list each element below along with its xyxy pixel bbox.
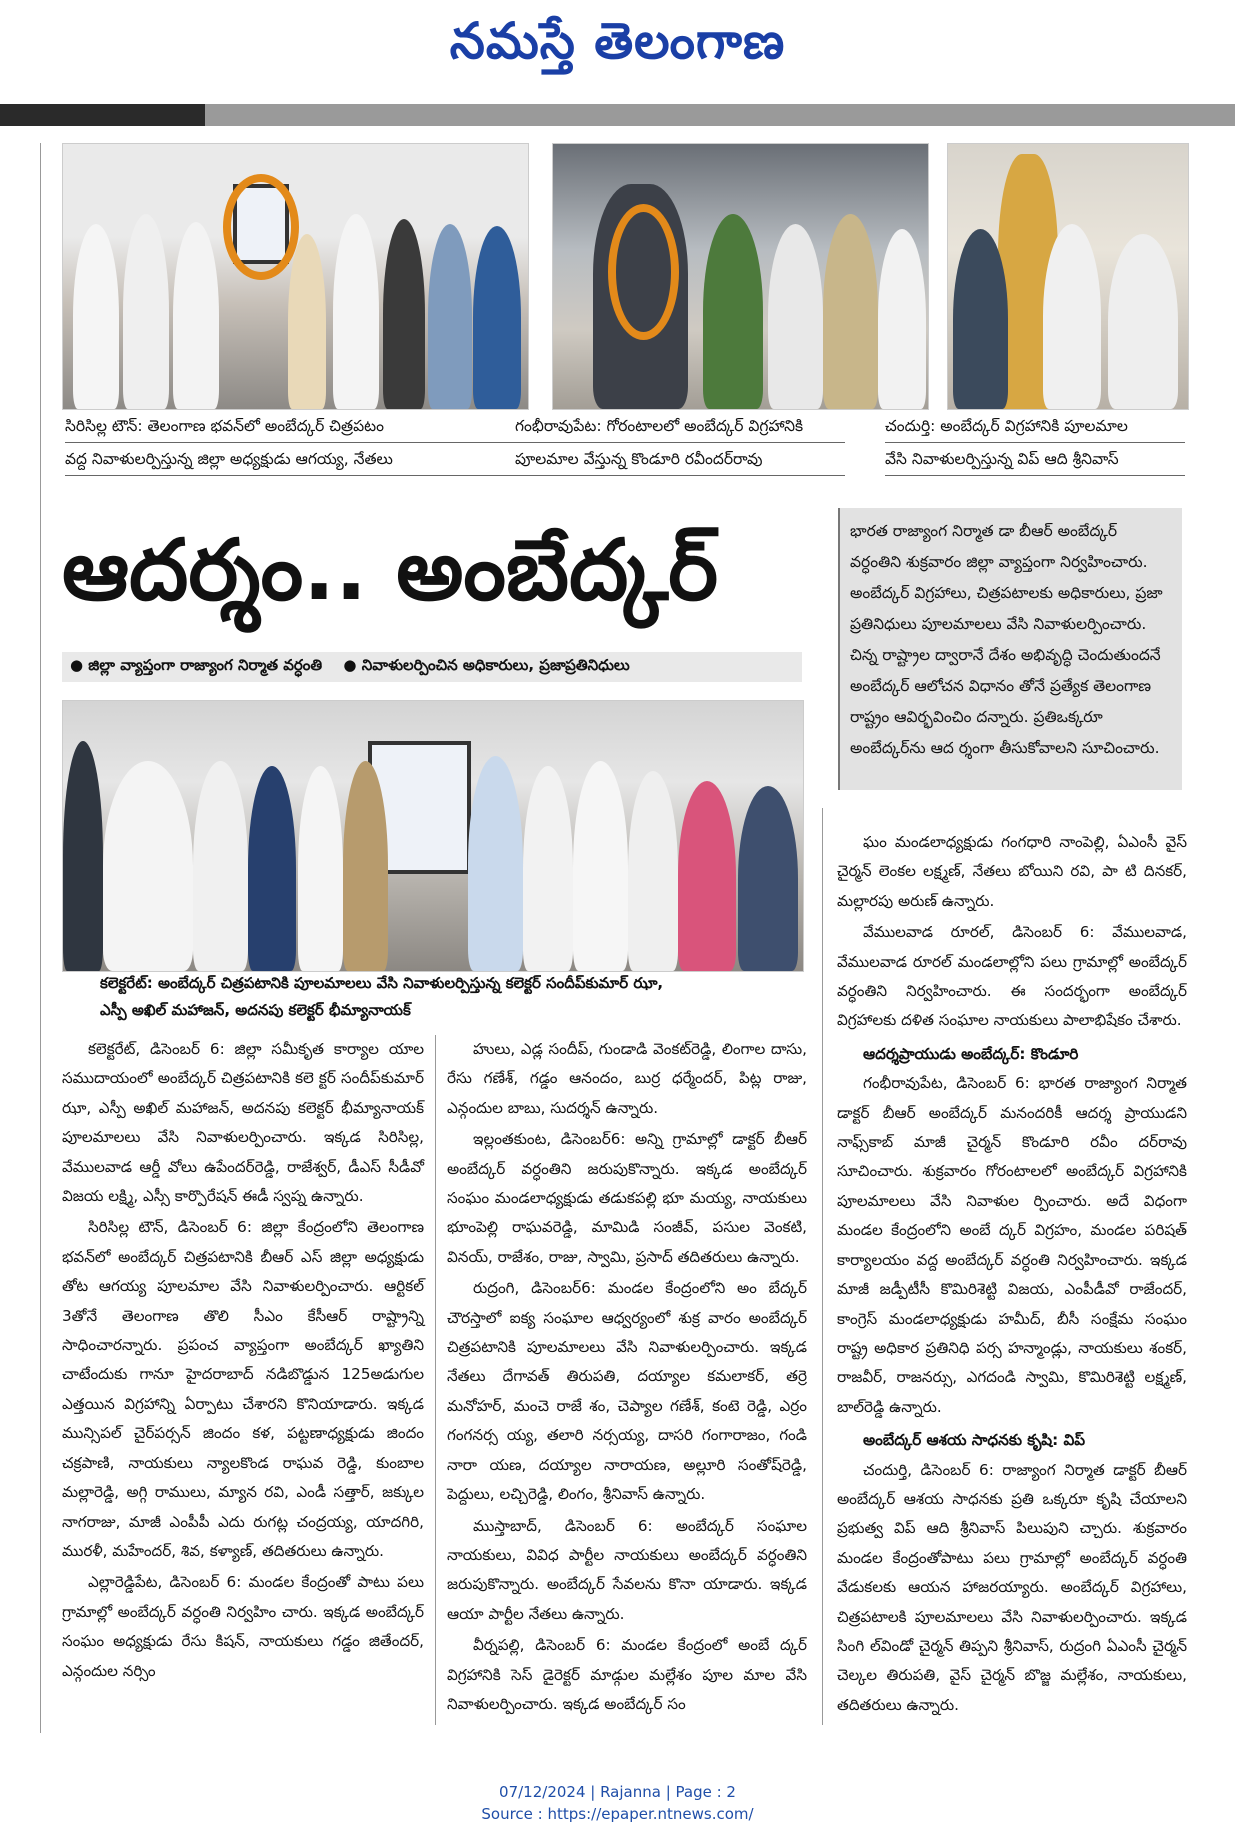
person (1108, 234, 1178, 409)
headline: ఆదర్శం.. అంబేద్కర్‌ (62, 521, 719, 619)
photo-collectorate (62, 700, 804, 972)
person (298, 766, 343, 971)
photo-caption-4 (100, 970, 800, 1024)
photo-caption-3 (885, 410, 1185, 476)
summary-box-border (838, 508, 840, 790)
masthead (0, 0, 1235, 100)
photo-sircilla-town (62, 143, 529, 410)
person (768, 224, 823, 409)
garland (223, 174, 299, 280)
person (823, 214, 878, 409)
column-divider (822, 808, 823, 1725)
person (738, 786, 798, 971)
person (103, 761, 193, 971)
person (343, 761, 388, 971)
person (468, 756, 523, 971)
paragraph: కలెక్టరేట్‌, డిసెంబర్‌ 6: జిల్లా సమీకృత కార్యాల యాల సముదాయంలో అంబేద్కర్‌ చిత్రపటానికి కలె క్టర్‌ సందీప్‌కుమార్‌ ఝా, ఎస్పీ అఖిల్‌ మహాజన్‌, అదనపు కలెక్టర్‌ భీమ్యానాయక్‌ పూలమాలలు వేసి నివాళులర్పించారు. ఇక్కడ సిరిసిల్ల, వేములవాడ ఆర్డీ వోలు ఉపేందర్‌రెడ్డి, రాజేశ్వర్‌, డీఎస్‌ సీడీవో విజయ లక్ష్మి, ఎస్సీ కార్పొరేషన్‌ ఈడీ స్వప్న ఉన్నారు. (62, 1040, 424, 1206)
article-column-1 (62, 1035, 424, 1688)
paragraph: ఎల్లారెడ్డిపేట, డిసెంబర్‌ 6: మండల కేంద్రంతో పాటు పలు గ్రామాల్లో అంబేద్కర్‌ వర్ధంతి నిర్వహిం చారు. ఇక్కడ అంబేద్కర్‌ సంఘం అధ్యక్షుడు రేసు కిషన్‌, నాయకులు గడ్డం జితేందర్‌, ఎన్గందుల నర్సిం (62, 1573, 424, 1680)
paragraph: చందుర్తి, డిసెంబర్‌ 6: రాజ్యాంగ నిర్మాత డాక్టర్‌ బీఆర్‌ అంబేద్కర్‌ ఆశయ సాధనకు ప్రతి ఒక్కరూ కృషి చేయాలని ప్రభుత్వ విప్‌ ఆది శ్రీనివాస్‌ పిలుపుని చ్చారు. శుక్రవారం మండల కేంద్రంతోపాటు పలు గ్రామాల్లో అంబేద్కర్‌ వర్ధంతి వేడుకలకు ఆయన హాజరయ్యారు. అంబేద్కర్‌ విగ్రహాలు, చిత్రపటాలకి పూలమాలలు వేసి నివాళులర్పించారు. ఇక్కడ సింగి ల్‌విండో చైర్మన్‌ తిప్పని శ్రీనివాస్‌, రుద్రంగి ఏఎంసీ చైర్మన్‌ చెల్కల తిరుపతి, వైస్‌ చైర్మన్‌ బొజ్జ మల్లేశం, నాయకులు, తదితరులు ఉన్నారు. (837, 1460, 1187, 1714)
paragraph: హులు, ఎడ్ల సందీప్‌, గుండాడి వెంకట్‌రెడ్డి, లింగాల దాసు, రేసు గణేశ్‌, గడ్డం ఆనందం, బుర్ర ధర్మేందర్‌, పిట్ల రాజు, ఎన్గందుల బాబు, సుదర్శన్‌ ఉన్నారు. (447, 1040, 807, 1117)
paragraph: వీర్నపల్లి, డిసెంబర్‌ 6: మండల కేంద్రంలో అంబే ద్కర్‌ విగ్రహానికి సెస్‌ డైరెక్టర్‌ మాడ్గుల మల్లేశం పూల మాల వేసి నివాళులర్పించారు. ఇక్కడ అంబేద్కర్‌ సం (447, 1636, 807, 1713)
paragraph: ఇల్లంతకుంట, డిసెంబర్‌6: అన్ని గ్రామాల్లో డాక్టర్‌ బీఆర్‌ అంబేద్కర్‌ వర్ధంతిని జరుపుకొన్నారు. ఇక్కడ అంబేద్కర్‌ సంఘం మండలాధ్యక్షుడు తడుకపల్లి భూ మయ్య, నాయకులు భూంపెల్లి రాఘవరెడ్డి, మామిడి సంజీవ్‌, పసుల వెంకటి, వినయ్‌, రాజేశం, రాజు, స్వామి, ప్రసాద్‌ తదితరులు ఉన్నారు. (447, 1130, 807, 1266)
person (573, 761, 628, 971)
caption-line: గంభీరావుపేట: గోరంటాలలో అంబేద్కర్‌ విగ్రహానికి (515, 410, 845, 443)
person (628, 771, 678, 971)
caption-line: కలెక్టరేట్‌: అంబేద్కర్‌ చిత్రపటానికి పూలమాలలు వేసి నివాళులర్పిస్తున్న కలెక్టర్‌ సందీప్‌కుమార్‌ ఝా, (100, 974, 664, 992)
paragraph: వేములవాడ రూరల్‌, డిసెంబర్‌ 6: వేములవాడ, వేములవాడ రూరల్‌ మండలాల్లోని పలు గ్రామాల్లో అంబేద్కర్‌ వర్ధంతిని నిర్వహించారు. ఈ సందర్భంగా అంబేద్కర్‌ విగ్రహాలకు దళిత సంఘాల నాయకులు పాలాభిషేకం చేశారు. (837, 923, 1187, 1030)
paragraph: గంభీరావుపేట, డిసెంబర్‌ 6: భారత రాజ్యాంగ నిర్మాత డాక్టర్‌ బీఆర్‌ అంబేద్కర్‌ మనందరికీ ఆదర్శ ప్రాయుడని నాఫ్స్‌కాబ్‌ మాజీ చైర్మన్‌ కొండూరి రవీం దర్‌రావు సూచించారు. శుక్రవారం గోరంటాలలో అంబేద్కర్‌ విగ్రహానికి పూలమాలలు వేసి నివాళుల ర్పించారు. అదే విధంగా మండల కేంద్రంలోని అంబే ద్కర్‌ విగ్రహం, మండల పరిషత్‌ కార్యాలయం వద్ద అంబేద్కర్‌ వర్ధంతి నిర్వహించారు. ఇక్కడ మాజీ జడ్పీటీసీ కొమిరిశెట్టి విజయ, ఎంపీడీవో రాజేందర్‌, కాంగ్రెస్‌ మండలాధ్యక్షుడు హమీద్‌, బీసీ సంక్షేమ సంఘం రాష్ట్ర అధికార ప్రతినిధి పర్స హన్మాండ్లు, నాయకులు శంకర్‌, రాజవీర్‌, రాజనర్సు, ఎగదండి స్వామి, కొమిరిశెట్టి లక్ష్మణ్‌, బాల్‌రెడ్డి ఉన్నారు. (837, 1074, 1187, 1416)
paragraph: ఘం మండలాధ్యక్షుడు గంగధారి నాంపెల్లి, ఏఎంసీ వైస్‌ చైర్మన్‌ లెంకల లక్ష్మణ్‌, నేతలు బోయిని రవి, పా టి దినకర్‌, మల్లారపు అరుణ్‌ ఉన్నారు. (837, 833, 1187, 910)
column-divider (435, 1035, 436, 1725)
person (248, 766, 296, 971)
article-column-2 (447, 1035, 807, 1721)
person (703, 214, 763, 409)
deck (62, 652, 802, 682)
paragraph: రుద్రంగి, డిసెంబర్‌6: మండల కేంద్రంలోని అం బేద్కర్‌ చౌరస్తాలో ఐక్య సంఘాల ఆధ్వర్యంలో శుక్ర వారం అంబేద్కర్‌ చిత్రపటానికి పూలమాలలు వేసి నివాళులర్పించారు. ఇక్కడ నేతలు దేగావత్‌ తిరుపతి, దయ్యాల కమలాకర్‌, తర్రె మనోహర్‌, మంచె రాజే శం, చెప్యాల గణేశ్‌, కంటె రెడ్డి, ఎర్రం గంగనర్స య్య, తలారి నర్సయ్య, దాసరి గంగారాజం, గండి నారా యణ, దయ్యాల నారాయణ, అల్లూరి సంతోష్‌రెడ్డి, పెద్దులు, లచ్చిరెడ్డి, లింగం, శ్రీనివాస్‌ ఉన్నారు. (447, 1279, 807, 1504)
caption-line: ఎస్పీ అఖిల్‌ మహాజన్‌, అదనపు కలెక్టర్‌ భీమ్యానాయక్‌ (100, 1001, 411, 1019)
caption-line: వేసి నివాళులర్పిస్తున్న విప్‌ ఆది శ్రీనివాస్‌ (885, 443, 1185, 476)
caption-line: వద్ద నివాళులర్పిస్తున్న జిల్లా అధ్యక్షుడు ఆగయ్య, నేతలు (65, 443, 535, 476)
caption-line: పూలమాల వేస్తున్న కొండూరి రవీందర్‌రావు (515, 443, 845, 476)
masthead-bar-dark (0, 104, 205, 126)
summary-box: భారత రాజ్యాంగ నిర్మాత డా బీఆర్‌ అంబేద్కర్‌ వర్ధంతిని శుక్రవారం జిల్లా వ్యాప్తంగా నిర్వహించారు. అంబేద్కర్‌ విగ్రహాలు, చిత్రపటాలకు అధికారులు, ప్రజా ప్రతినిధులు పూలమాలలు వేసి నివాళులర్పించారు. చిన్న రాష్ట్రాల ద్వారానే దేశం అభివృద్ధి చెందుతుందనే అంబేద్కర్‌ ఆలోచన విధానం తోనే ప్రత్యేక తెలంగాణ రాష్ట్రం ఆవిర్భవించిం దన్నారు. ప్రతిఒక్కరూ అంబేద్కర్‌ను ఆద ర్శంగా తీసుకోవాలని సూచించారు. (838, 508, 1182, 790)
person (173, 222, 219, 409)
subheading: అంబేద్కర్‌ ఆశయ సాధనకు కృషి: విప్‌ (863, 1431, 1086, 1450)
footer-source (0, 1805, 1235, 1823)
masthead-bar-grey (205, 104, 1235, 126)
deck-item: ● నివాళులర్పించిన అధికారులు, ప్రజాప్రతినిధులు (343, 656, 630, 674)
garland (608, 204, 679, 340)
paragraph: సిరిసిల్ల టౌన్‌, డిసెంబర్‌ 6: జిల్లా కేంద్రంలోని తెలంగాణ భవన్‌లో అంబేద్కర్‌ చిత్రపటానికి బీఆర్‌ ఎస్‌ జిల్లా అధ్యక్షుడు తోట ఆగయ్య పూలమాల వేసి నివాళులర్పించారు. ఆర్టికల్‌ 3తోనే తెలంగాణ తొలి సీఎం కేసీఆర్‌ రాష్ట్రాన్ని సాధించారన్నారు. ప్రపంచ వ్యాప్తంగా అంబేద్కర్‌ ఖ్యాతిని చాటేందుకు గానూ హైదరాబాద్‌ నడిబొడ్డున 125అడుగుల ఎత్తయిన విగ్రహాన్ని ఏర్పాటు చేశారని కొనియాడారు. ఇక్కడ మున్సిపల్‌ చైర్‌పర్సన్‌ జిందం కళ, పట్టణాధ్యక్షుడు జిందం చక్రపాణి, నాయకులు న్యాలకొండ రాఘవ రెడ్డి, కుంబాల మల్లారెడ్డి, అగ్గి రాములు, మ్యాన రవి, ఎండీ సత్తార్‌, జక్కుల నాగరాజు, మాజీ ఎంపీపీ ఎదు రుగట్ల చంద్రయ్య, యాదగిరి, మురళీ, మహేందర్‌, శివ, కళ్యాణ్‌, తదితరులు ఉన్నారు. (62, 1218, 424, 1560)
person (383, 219, 425, 409)
page-border-left (40, 143, 41, 1733)
deck-item: ● జిల్లా వ్యాప్తంగా రాజ్యాంగ నిర్మాత వర్ధంతి (70, 656, 323, 674)
person (473, 226, 521, 409)
person (333, 214, 379, 409)
person (123, 214, 169, 409)
person (63, 741, 103, 971)
person (678, 781, 736, 971)
photo-chandurthi (947, 143, 1189, 410)
person (523, 766, 573, 971)
caption-line: చందుర్తి: అంబేద్కర్‌ విగ్రహానికి పూలమాల (885, 410, 1185, 443)
person (193, 761, 248, 971)
article-column-3 (837, 828, 1187, 1722)
person (428, 224, 472, 409)
person (73, 224, 119, 409)
footer-date-page: 07/12/2024 | Rajanna | Page : 2 (499, 1783, 736, 1801)
caption-line: సిరిసిల్ల టౌన్‌: తెలంగాణ భవన్‌లో అంబేద్కర్‌ చిత్రపటం (65, 410, 535, 443)
person (1043, 224, 1101, 409)
photo-caption-1 (65, 410, 535, 476)
subheading: ఆదర్శప్రాయుడు అంబేద్కర్‌: కొండూరి (863, 1044, 1079, 1063)
source-link[interactable]: Source : https://epaper.ntnews.com/ (481, 1805, 754, 1823)
newspaper-logo: నమస్తే తెలంగాణ (449, 12, 786, 70)
paragraph: ముస్తాబాద్‌, డిసెంబర్‌ 6: అంబేద్కర్‌ సంఘాల నాయకులు, వివిధ పార్టీల నాయకులు అంబేద్కర్‌ వర్ధంతిని జరుపుకొన్నారు. అంబేద్కర్‌ సేవలను కొనా యాడారు. ఇక్కడ ఆయా పార్టీల నేతలు ఉన్నారు. (447, 1516, 807, 1623)
photo-caption-2 (515, 410, 845, 476)
person (288, 234, 326, 409)
photo-gambhiraopet (552, 143, 929, 410)
person (953, 229, 1008, 409)
person (878, 229, 926, 409)
